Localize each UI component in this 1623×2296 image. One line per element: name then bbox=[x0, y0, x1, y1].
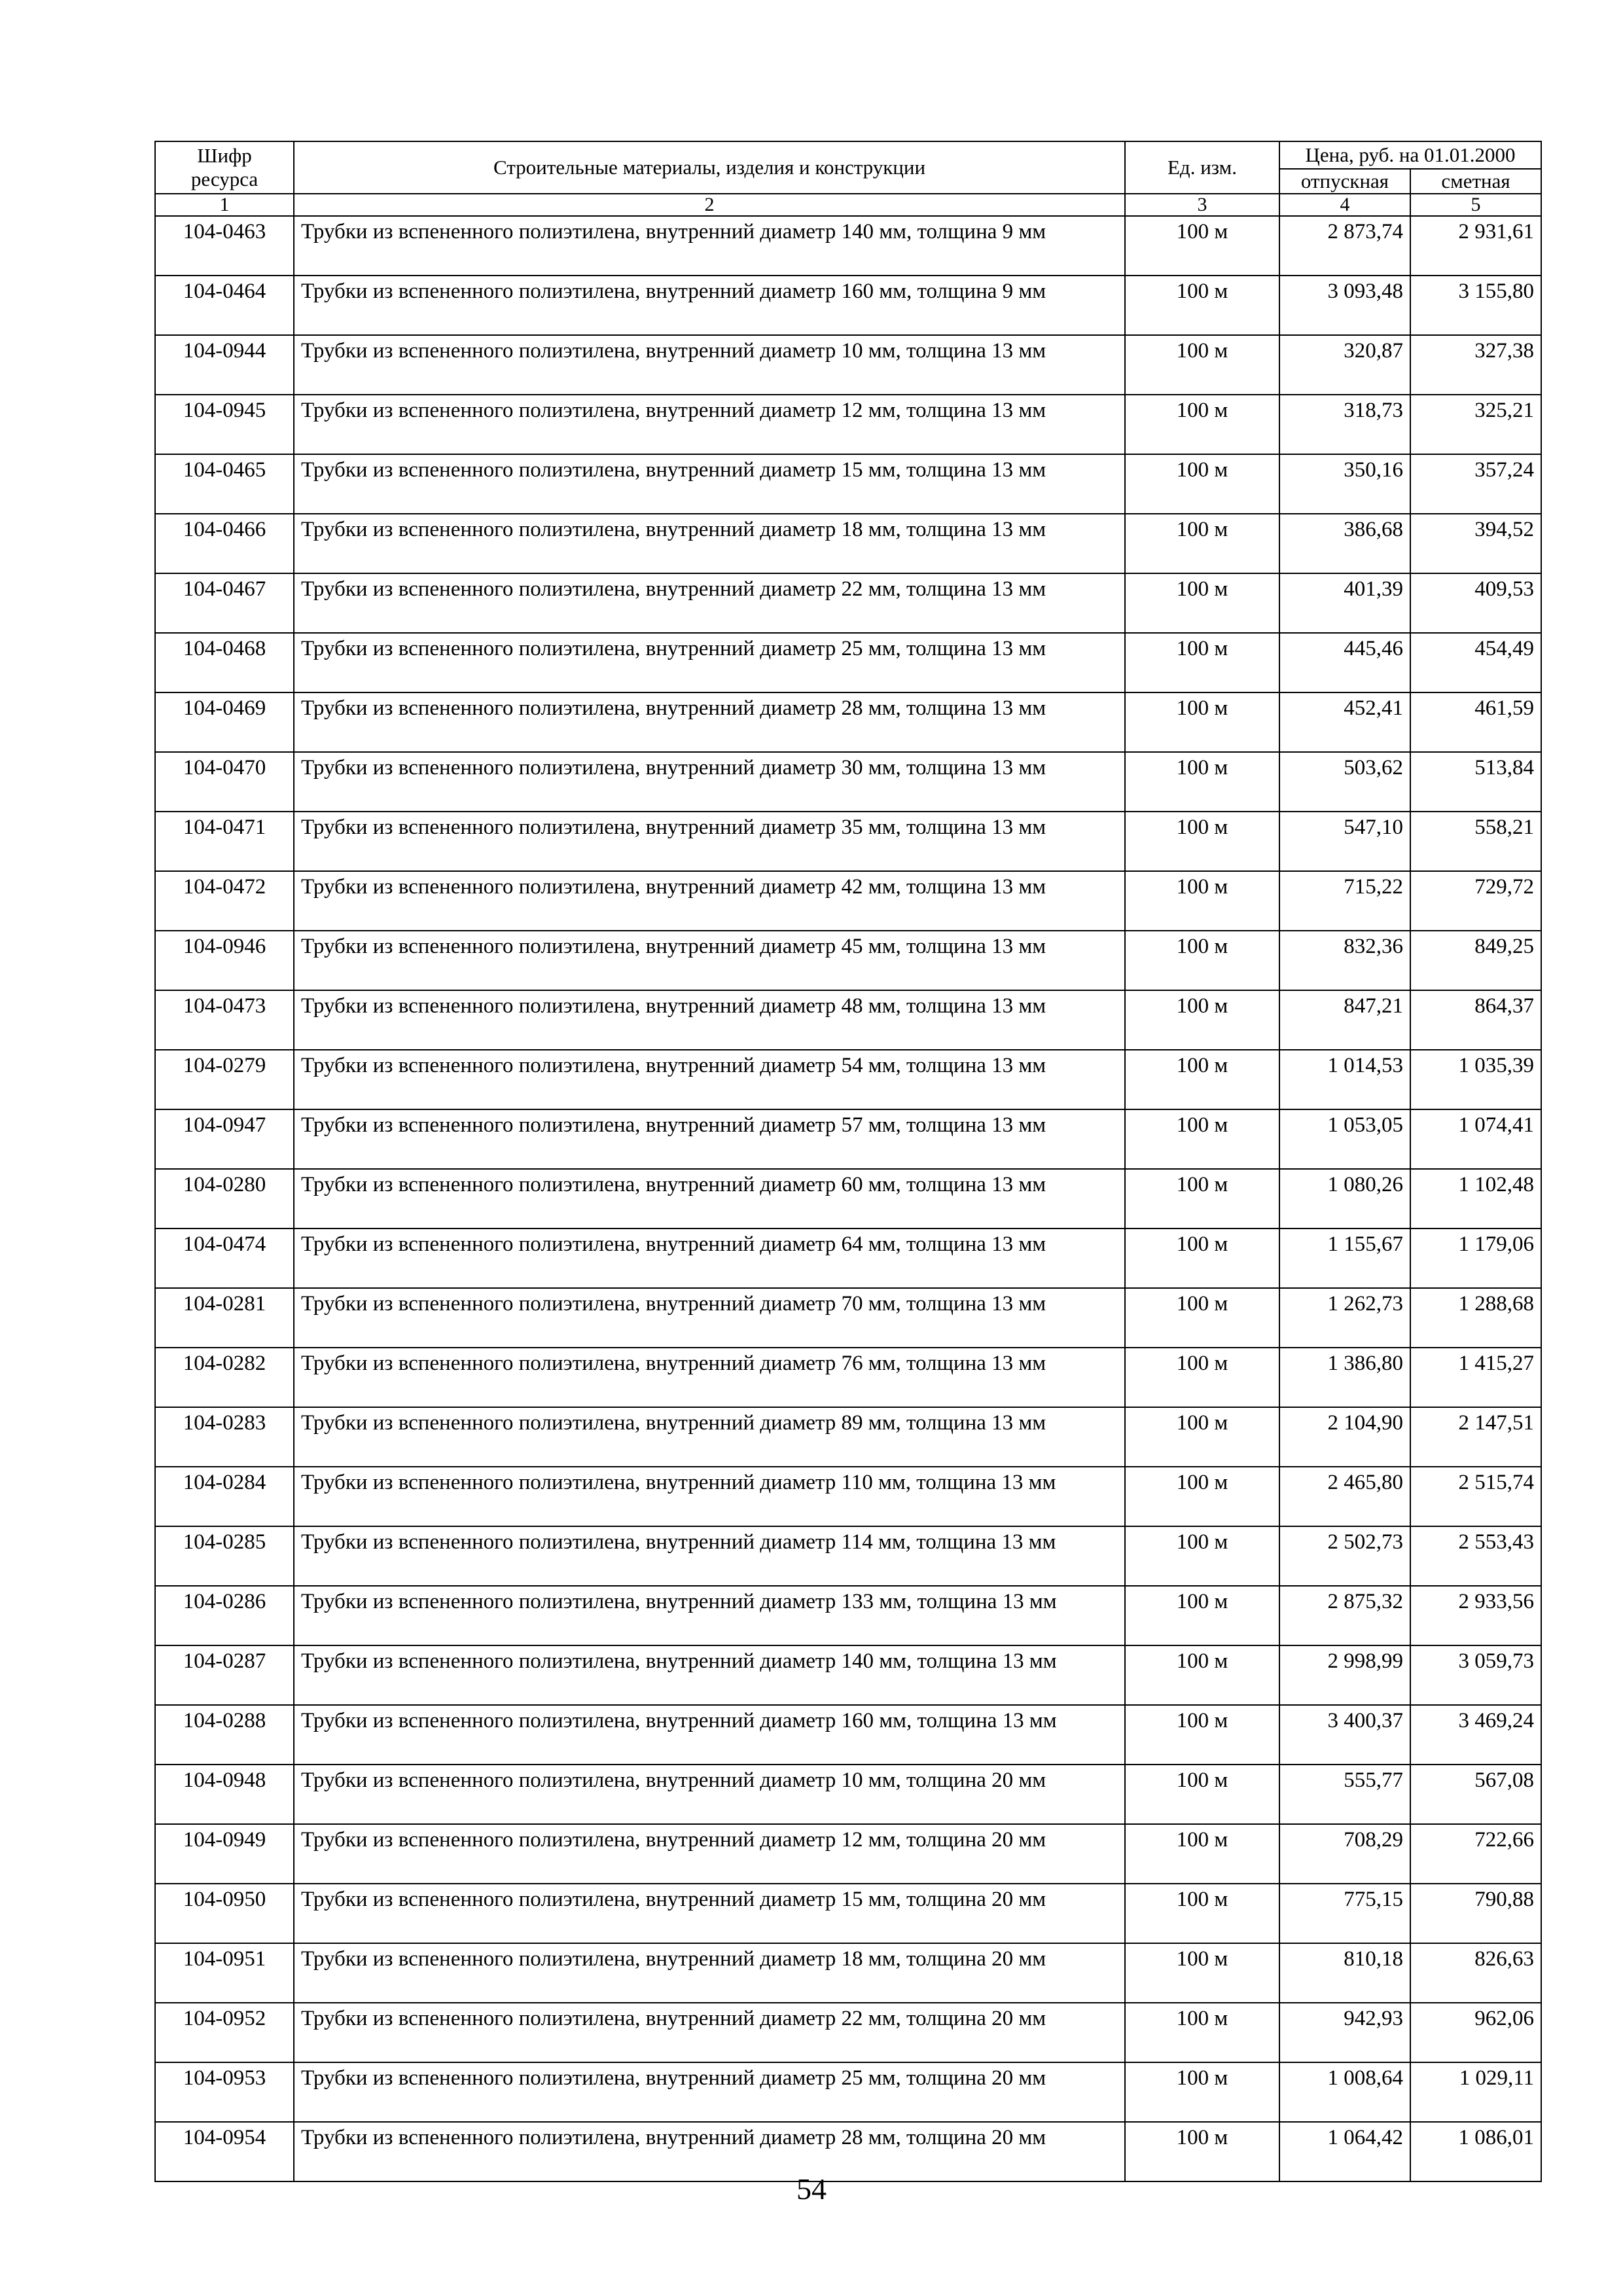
material-name-cell: Трубки из вспененного полиэтилена, внутренний диаметр 30 мм, толщина 13 мм bbox=[294, 752, 1125, 812]
resource-code-cell: 104-0951 bbox=[155, 1943, 294, 2003]
resource-code-cell: 104-0282 bbox=[155, 1348, 294, 1407]
estimate-price-cell: 1 415,27 bbox=[1410, 1348, 1541, 1407]
release-price-cell: 2 998,99 bbox=[1279, 1645, 1410, 1705]
unit-cell: 100 м bbox=[1125, 2003, 1279, 2062]
estimate-price-cell: 962,06 bbox=[1410, 2003, 1541, 2062]
table-row bbox=[155, 1943, 1541, 2003]
estimate-price-cell: 327,38 bbox=[1410, 335, 1541, 395]
table-row bbox=[155, 1765, 1541, 1824]
release-price-cell: 1 008,64 bbox=[1279, 2062, 1410, 2122]
estimate-price-cell: 2 515,74 bbox=[1410, 1467, 1541, 1526]
table-row bbox=[155, 752, 1541, 812]
release-price-cell: 3 093,48 bbox=[1279, 276, 1410, 335]
material-name-cell: Трубки из вспененного полиэтилена, внутренний диаметр 54 мм, толщина 13 мм bbox=[294, 1050, 1125, 1109]
resource-code-cell: 104-0472 bbox=[155, 871, 294, 931]
unit-cell: 100 м bbox=[1125, 692, 1279, 752]
release-price-cell: 708,29 bbox=[1279, 1824, 1410, 1884]
unit-cell: 100 м bbox=[1125, 1705, 1279, 1765]
header-code: Шифр ресурса bbox=[155, 141, 294, 194]
resource-code-cell: 104-0465 bbox=[155, 454, 294, 514]
release-price-cell: 350,16 bbox=[1279, 454, 1410, 514]
resource-code-cell: 104-0466 bbox=[155, 514, 294, 573]
estimate-price-cell: 790,88 bbox=[1410, 1884, 1541, 1943]
table-row bbox=[155, 1229, 1541, 1288]
material-name-cell: Трубки из вспененного полиэтилена, внутренний диаметр 28 мм, толщина 13 мм bbox=[294, 692, 1125, 752]
material-name-cell: Трубки из вспененного полиэтилена, внутренний диаметр 64 мм, толщина 13 мм bbox=[294, 1229, 1125, 1288]
resource-code-cell: 104-0952 bbox=[155, 2003, 294, 2062]
release-price-cell: 1 014,53 bbox=[1279, 1050, 1410, 1109]
unit-cell: 100 м bbox=[1125, 573, 1279, 633]
estimate-price-cell: 2 933,56 bbox=[1410, 1586, 1541, 1645]
resource-code-cell: 104-0947 bbox=[155, 1109, 294, 1169]
unit-cell: 100 м bbox=[1125, 1467, 1279, 1526]
resource-code-cell: 104-0281 bbox=[155, 1288, 294, 1348]
release-price-cell: 452,41 bbox=[1279, 692, 1410, 752]
table-row bbox=[155, 276, 1541, 335]
table-header bbox=[155, 141, 1541, 216]
unit-cell: 100 м bbox=[1125, 1526, 1279, 1586]
material-name-cell: Трубки из вспененного полиэтилена, внутренний диаметр 160 мм, толщина 9 мм bbox=[294, 276, 1125, 335]
material-name-cell: Трубки из вспененного полиэтилена, внутренний диаметр 70 мм, толщина 13 мм bbox=[294, 1288, 1125, 1348]
table-row bbox=[155, 692, 1541, 752]
release-price-cell: 2 875,32 bbox=[1279, 1586, 1410, 1645]
release-price-cell: 1 262,73 bbox=[1279, 1288, 1410, 1348]
estimate-price-cell: 325,21 bbox=[1410, 395, 1541, 454]
column-number: 5 bbox=[1410, 194, 1541, 216]
estimate-price-cell: 722,66 bbox=[1410, 1824, 1541, 1884]
table-row bbox=[155, 216, 1541, 276]
unit-cell: 100 м bbox=[1125, 1229, 1279, 1288]
release-price-cell: 318,73 bbox=[1279, 395, 1410, 454]
table-row bbox=[155, 454, 1541, 514]
unit-cell: 100 м bbox=[1125, 216, 1279, 276]
table-row bbox=[155, 1467, 1541, 1526]
estimate-price-cell: 2 553,43 bbox=[1410, 1526, 1541, 1586]
estimate-price-cell: 567,08 bbox=[1410, 1765, 1541, 1824]
table-row bbox=[155, 514, 1541, 573]
header-price-release: отпускная bbox=[1279, 169, 1410, 194]
unit-cell: 100 м bbox=[1125, 1348, 1279, 1407]
estimate-price-cell: 454,49 bbox=[1410, 633, 1541, 692]
unit-cell: 100 м bbox=[1125, 1824, 1279, 1884]
unit-cell: 100 м bbox=[1125, 2062, 1279, 2122]
material-name-cell: Трубки из вспененного полиэтилена, внутренний диаметр 22 мм, толщина 20 мм bbox=[294, 2003, 1125, 2062]
resource-code-cell: 104-0470 bbox=[155, 752, 294, 812]
release-price-cell: 2 465,80 bbox=[1279, 1467, 1410, 1526]
release-price-cell: 320,87 bbox=[1279, 335, 1410, 395]
resource-code-cell: 104-0280 bbox=[155, 1169, 294, 1229]
estimate-price-cell: 409,53 bbox=[1410, 573, 1541, 633]
unit-cell: 100 м bbox=[1125, 1943, 1279, 2003]
unit-cell: 100 м bbox=[1125, 1645, 1279, 1705]
unit-cell: 100 м bbox=[1125, 1169, 1279, 1229]
column-number: 3 bbox=[1125, 194, 1279, 216]
column-number: 4 bbox=[1279, 194, 1410, 216]
estimate-price-cell: 1 179,06 bbox=[1410, 1229, 1541, 1288]
material-name-cell: Трубки из вспененного полиэтилена, внутренний диаметр 133 мм, толщина 13 мм bbox=[294, 1586, 1125, 1645]
estimate-price-cell: 849,25 bbox=[1410, 931, 1541, 990]
material-name-cell: Трубки из вспененного полиэтилена, внутренний диаметр 10 мм, толщина 20 мм bbox=[294, 1765, 1125, 1824]
material-name-cell: Трубки из вспененного полиэтилена, внутренний диаметр 60 мм, толщина 13 мм bbox=[294, 1169, 1125, 1229]
table-row bbox=[155, 395, 1541, 454]
material-name-cell: Трубки из вспененного полиэтилена, внутренний диаметр 57 мм, толщина 13 мм bbox=[294, 1109, 1125, 1169]
release-price-cell: 3 400,37 bbox=[1279, 1705, 1410, 1765]
estimate-price-cell: 3 155,80 bbox=[1410, 276, 1541, 335]
unit-cell: 100 м bbox=[1125, 633, 1279, 692]
estimate-price-cell: 513,84 bbox=[1410, 752, 1541, 812]
table-row bbox=[155, 1586, 1541, 1645]
price-table bbox=[154, 141, 1542, 2182]
unit-cell: 100 м bbox=[1125, 1765, 1279, 1824]
material-name-cell: Трубки из вспененного полиэтилена, внутренний диаметр 10 мм, толщина 13 мм bbox=[294, 335, 1125, 395]
unit-cell: 100 м bbox=[1125, 395, 1279, 454]
table-row bbox=[155, 1526, 1541, 1586]
unit-cell: 100 м bbox=[1125, 1288, 1279, 1348]
resource-code-cell: 104-0944 bbox=[155, 335, 294, 395]
unit-cell: 100 м bbox=[1125, 1407, 1279, 1467]
release-price-cell: 1 064,42 bbox=[1279, 2122, 1410, 2181]
unit-cell: 100 м bbox=[1125, 2122, 1279, 2181]
material-name-cell: Трубки из вспененного полиэтилена, внутренний диаметр 12 мм, толщина 13 мм bbox=[294, 395, 1125, 454]
table-row bbox=[155, 1169, 1541, 1229]
resource-code-cell: 104-0949 bbox=[155, 1824, 294, 1884]
estimate-price-cell: 1 035,39 bbox=[1410, 1050, 1541, 1109]
estimate-price-cell: 3 469,24 bbox=[1410, 1705, 1541, 1765]
resource-code-cell: 104-0468 bbox=[155, 633, 294, 692]
unit-cell: 100 м bbox=[1125, 1109, 1279, 1169]
unit-cell: 100 м bbox=[1125, 752, 1279, 812]
resource-code-cell: 104-0471 bbox=[155, 812, 294, 871]
page-number: 54 bbox=[796, 2172, 827, 2206]
table-row bbox=[155, 633, 1541, 692]
material-name-cell: Трубки из вспененного полиэтилена, внутренний диаметр 15 мм, толщина 20 мм bbox=[294, 1884, 1125, 1943]
material-name-cell: Трубки из вспененного полиэтилена, внутренний диаметр 18 мм, толщина 20 мм bbox=[294, 1943, 1125, 2003]
table-row bbox=[155, 2003, 1541, 2062]
estimate-price-cell: 3 059,73 bbox=[1410, 1645, 1541, 1705]
release-price-cell: 1 080,26 bbox=[1279, 1169, 1410, 1229]
table-row bbox=[155, 1288, 1541, 1348]
table-body bbox=[155, 216, 1541, 2181]
resource-code-cell: 104-0287 bbox=[155, 1645, 294, 1705]
release-price-cell: 775,15 bbox=[1279, 1884, 1410, 1943]
unit-cell: 100 м bbox=[1125, 931, 1279, 990]
estimate-price-cell: 2 931,61 bbox=[1410, 216, 1541, 276]
estimate-price-cell: 826,63 bbox=[1410, 1943, 1541, 2003]
resource-code-cell: 104-0467 bbox=[155, 573, 294, 633]
material-name-cell: Трубки из вспененного полиэтилена, внутренний диаметр 28 мм, толщина 20 мм bbox=[294, 2122, 1125, 2181]
release-price-cell: 832,36 bbox=[1279, 931, 1410, 990]
estimate-price-cell: 461,59 bbox=[1410, 692, 1541, 752]
table-row bbox=[155, 1109, 1541, 1169]
material-name-cell: Трубки из вспененного полиэтилена, внутренний диаметр 35 мм, толщина 13 мм bbox=[294, 812, 1125, 871]
resource-code-cell: 104-0946 bbox=[155, 931, 294, 990]
resource-code-cell: 104-0474 bbox=[155, 1229, 294, 1288]
table-row bbox=[155, 990, 1541, 1050]
header-name: Строительные материалы, изделия и конструкции bbox=[294, 141, 1125, 194]
release-price-cell: 1 053,05 bbox=[1279, 1109, 1410, 1169]
estimate-price-cell: 394,52 bbox=[1410, 514, 1541, 573]
table-row bbox=[155, 2062, 1541, 2122]
header-unit: Ед. изм. bbox=[1125, 141, 1279, 194]
material-name-cell: Трубки из вспененного полиэтилена, внутренний диаметр 42 мм, толщина 13 мм bbox=[294, 871, 1125, 931]
unit-cell: 100 м bbox=[1125, 812, 1279, 871]
table-row bbox=[155, 1348, 1541, 1407]
resource-code-cell: 104-0469 bbox=[155, 692, 294, 752]
estimate-price-cell: 1 029,11 bbox=[1410, 2062, 1541, 2122]
estimate-price-cell: 1 074,41 bbox=[1410, 1109, 1541, 1169]
release-price-cell: 503,62 bbox=[1279, 752, 1410, 812]
column-number: 1 bbox=[155, 194, 294, 216]
unit-cell: 100 м bbox=[1125, 1586, 1279, 1645]
estimate-price-cell: 558,21 bbox=[1410, 812, 1541, 871]
resource-code-cell: 104-0283 bbox=[155, 1407, 294, 1467]
material-name-cell: Трубки из вспененного полиэтилена, внутренний диаметр 110 мм, толщина 13 мм bbox=[294, 1467, 1125, 1526]
material-name-cell: Трубки из вспененного полиэтилена, внутренний диаметр 18 мм, толщина 13 мм bbox=[294, 514, 1125, 573]
resource-code-cell: 104-0284 bbox=[155, 1467, 294, 1526]
release-price-cell: 401,39 bbox=[1279, 573, 1410, 633]
table-row bbox=[155, 573, 1541, 633]
resource-code-cell: 104-0463 bbox=[155, 216, 294, 276]
table-row bbox=[155, 1705, 1541, 1765]
release-price-cell: 942,93 bbox=[1279, 2003, 1410, 2062]
resource-code-cell: 104-0948 bbox=[155, 1765, 294, 1824]
unit-cell: 100 м bbox=[1125, 276, 1279, 335]
table-row bbox=[155, 931, 1541, 990]
material-name-cell: Трубки из вспененного полиэтилена, внутренний диаметр 25 мм, толщина 13 мм bbox=[294, 633, 1125, 692]
estimate-price-cell: 729,72 bbox=[1410, 871, 1541, 931]
table-row bbox=[155, 335, 1541, 395]
resource-code-cell: 104-0953 bbox=[155, 2062, 294, 2122]
release-price-cell: 1 155,67 bbox=[1279, 1229, 1410, 1288]
column-number: 2 bbox=[294, 194, 1125, 216]
estimate-price-cell: 1 102,48 bbox=[1410, 1169, 1541, 1229]
resource-code-cell: 104-0950 bbox=[155, 1884, 294, 1943]
table-row bbox=[155, 812, 1541, 871]
resource-code-cell: 104-0945 bbox=[155, 395, 294, 454]
material-name-cell: Трубки из вспененного полиэтилена, внутренний диаметр 89 мм, толщина 13 мм bbox=[294, 1407, 1125, 1467]
table-row bbox=[155, 1824, 1541, 1884]
header-price-group: Цена, руб. на 01.01.2000 bbox=[1279, 141, 1541, 169]
unit-cell: 100 м bbox=[1125, 454, 1279, 514]
resource-code-cell: 104-0473 bbox=[155, 990, 294, 1050]
unit-cell: 100 м bbox=[1125, 871, 1279, 931]
release-price-cell: 1 386,80 bbox=[1279, 1348, 1410, 1407]
release-price-cell: 2 502,73 bbox=[1279, 1526, 1410, 1586]
release-price-cell: 810,18 bbox=[1279, 1943, 1410, 2003]
estimate-price-cell: 864,37 bbox=[1410, 990, 1541, 1050]
material-name-cell: Трубки из вспененного полиэтилена, внутренний диаметр 25 мм, толщина 20 мм bbox=[294, 2062, 1125, 2122]
release-price-cell: 386,68 bbox=[1279, 514, 1410, 573]
resource-code-cell: 104-0286 bbox=[155, 1586, 294, 1645]
unit-cell: 100 м bbox=[1125, 335, 1279, 395]
unit-cell: 100 м bbox=[1125, 990, 1279, 1050]
table-row bbox=[155, 1884, 1541, 1943]
table-row bbox=[155, 1407, 1541, 1467]
release-price-cell: 847,21 bbox=[1279, 990, 1410, 1050]
resource-code-cell: 104-0464 bbox=[155, 276, 294, 335]
material-name-cell: Трубки из вспененного полиэтилена, внутренний диаметр 15 мм, толщина 13 мм bbox=[294, 454, 1125, 514]
resource-code-cell: 104-0288 bbox=[155, 1705, 294, 1765]
release-price-cell: 715,22 bbox=[1279, 871, 1410, 931]
material-name-cell: Трубки из вспененного полиэтилена, внутренний диаметр 160 мм, толщина 13 мм bbox=[294, 1705, 1125, 1765]
estimate-price-cell: 2 147,51 bbox=[1410, 1407, 1541, 1467]
material-name-cell: Трубки из вспененного полиэтилена, внутренний диаметр 76 мм, толщина 13 мм bbox=[294, 1348, 1125, 1407]
release-price-cell: 2 104,90 bbox=[1279, 1407, 1410, 1467]
material-name-cell: Трубки из вспененного полиэтилена, внутренний диаметр 45 мм, толщина 13 мм bbox=[294, 931, 1125, 990]
resource-code-cell: 104-0954 bbox=[155, 2122, 294, 2181]
material-name-cell: Трубки из вспененного полиэтилена, внутренний диаметр 140 мм, толщина 9 мм bbox=[294, 216, 1125, 276]
table-row bbox=[155, 1645, 1541, 1705]
resource-code-cell: 104-0285 bbox=[155, 1526, 294, 1586]
material-name-cell: Трубки из вспененного полиэтилена, внутренний диаметр 22 мм, толщина 13 мм bbox=[294, 573, 1125, 633]
unit-cell: 100 м bbox=[1125, 1050, 1279, 1109]
header-price-estimate: сметная bbox=[1410, 169, 1541, 194]
estimate-price-cell: 357,24 bbox=[1410, 454, 1541, 514]
estimate-price-cell: 1 288,68 bbox=[1410, 1288, 1541, 1348]
unit-cell: 100 м bbox=[1125, 514, 1279, 573]
material-name-cell: Трубки из вспененного полиэтилена, внутренний диаметр 12 мм, толщина 20 мм bbox=[294, 1824, 1125, 1884]
resource-code-cell: 104-0279 bbox=[155, 1050, 294, 1109]
release-price-cell: 445,46 bbox=[1279, 633, 1410, 692]
release-price-cell: 547,10 bbox=[1279, 812, 1410, 871]
table-row bbox=[155, 1050, 1541, 1109]
unit-cell: 100 м bbox=[1125, 1884, 1279, 1943]
material-name-cell: Трубки из вспененного полиэтилена, внутренний диаметр 48 мм, толщина 13 мм bbox=[294, 990, 1125, 1050]
estimate-price-cell: 1 086,01 bbox=[1410, 2122, 1541, 2181]
release-price-cell: 2 873,74 bbox=[1279, 216, 1410, 276]
table-row bbox=[155, 871, 1541, 931]
release-price-cell: 555,77 bbox=[1279, 1765, 1410, 1824]
material-name-cell: Трубки из вспененного полиэтилена, внутренний диаметр 140 мм, толщина 13 мм bbox=[294, 1645, 1125, 1705]
material-name-cell: Трубки из вспененного полиэтилена, внутренний диаметр 114 мм, толщина 13 мм bbox=[294, 1526, 1125, 1586]
